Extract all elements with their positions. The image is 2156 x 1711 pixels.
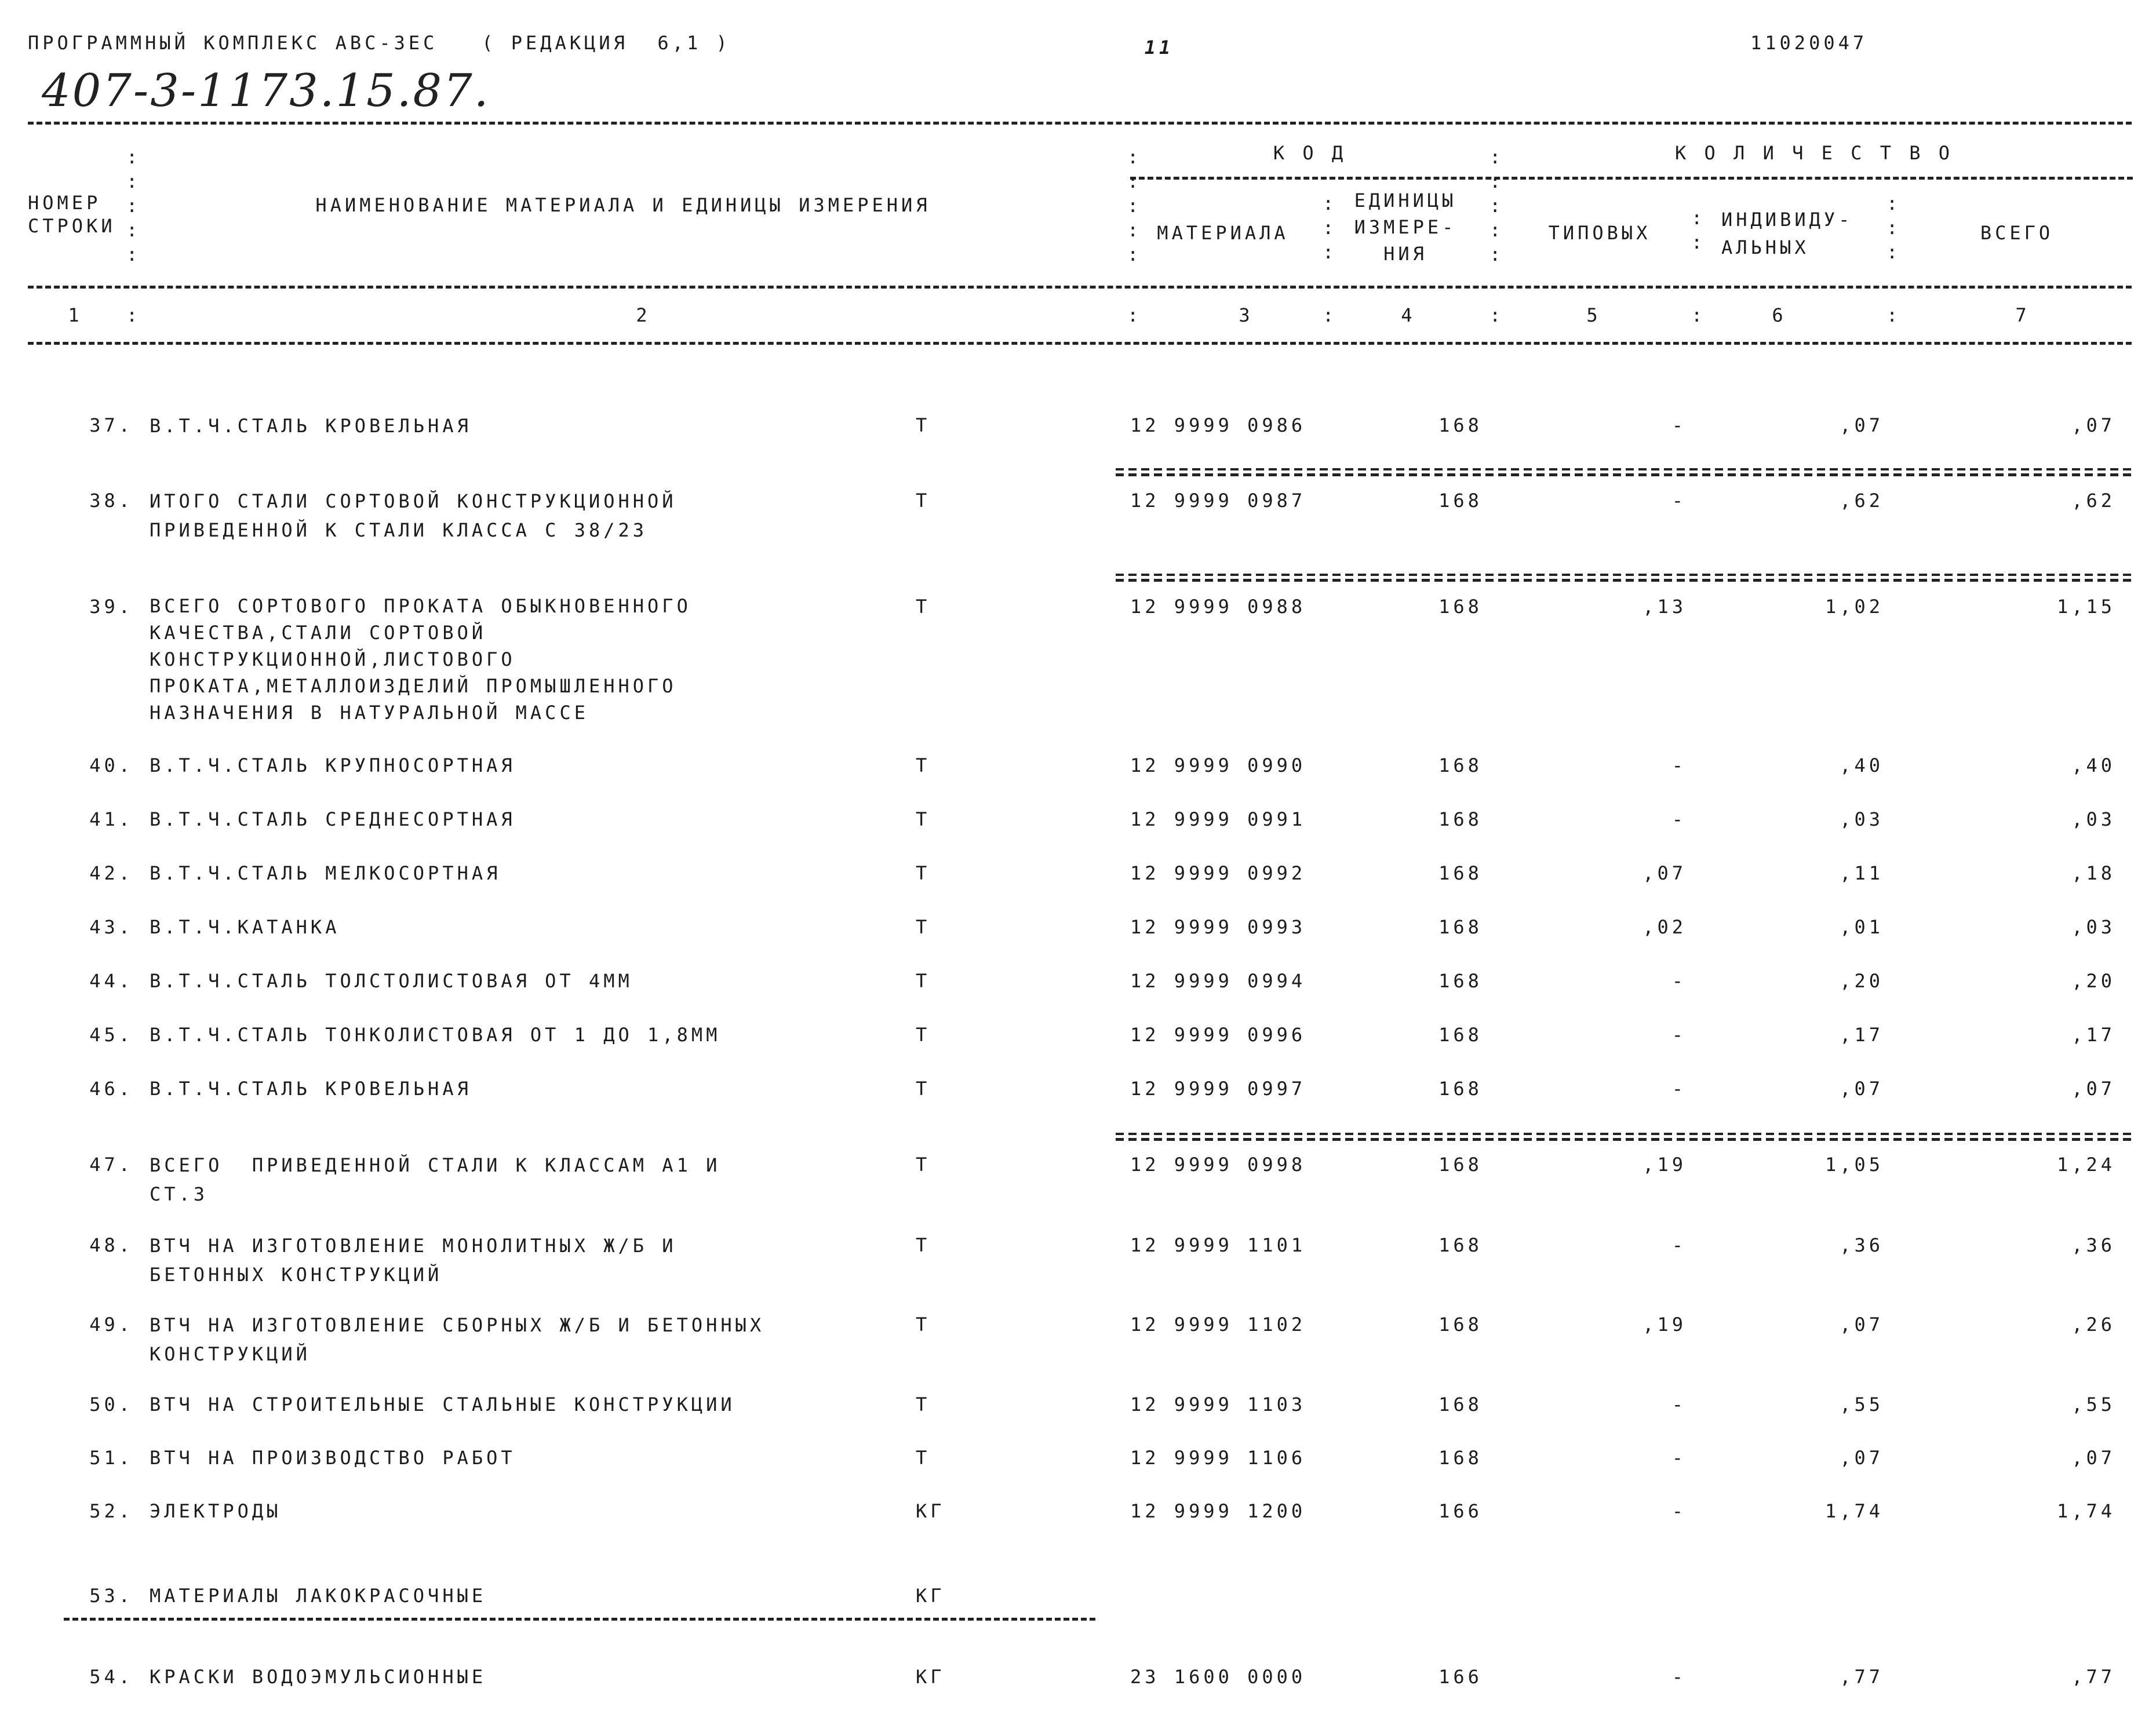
typical-qty: ,13 — [1643, 596, 1687, 618]
total-qty: ,36 — [2071, 1234, 2115, 1256]
unit: Т — [916, 1447, 931, 1469]
unit: Т — [916, 754, 931, 776]
separator-colon: : : : : : — [126, 146, 138, 265]
material-name: ЭЛЕКТРОДЫ — [150, 1500, 282, 1522]
separator-colon: : : — [1691, 207, 1703, 253]
typical-qty: ,07 — [1643, 862, 1687, 884]
unit-code: 168 — [1438, 862, 1483, 884]
unit-code: 168 — [1438, 1234, 1483, 1256]
separator-colon: : : : — [1323, 192, 1334, 263]
unit: Т — [916, 808, 931, 830]
unit-code: 168 — [1438, 754, 1483, 776]
individual-qty: 1,05 — [1824, 1154, 1884, 1176]
material-code: 12 9999 1101 — [1130, 1234, 1306, 1256]
material-code: 23 1600 0000 — [1130, 1666, 1306, 1688]
document-number: 11020047 — [1750, 32, 1868, 54]
unit: Т — [916, 862, 931, 884]
individual-qty: 1,74 — [1824, 1500, 1884, 1522]
subheader-rule — [1130, 177, 2133, 180]
typical-qty: - — [1671, 1234, 1687, 1256]
row-number: 50. — [89, 1393, 133, 1416]
separator-colon: : — [1323, 304, 1334, 326]
individual-qty: ,62 — [1840, 490, 1884, 512]
unit: Т — [916, 970, 931, 992]
typical-qty: - — [1671, 490, 1687, 512]
individual-qty: ,07 — [1840, 1314, 1884, 1336]
material-code: 12 9999 0993 — [1130, 916, 1306, 938]
material-name: В.Т.Ч.СТАЛЬ КРОВЕЛЬНАЯ — [150, 415, 472, 437]
typical-qty: - — [1671, 1500, 1687, 1522]
material-name: КРАСКИ ВОДОЭМУЛЬСИОННЫЕ — [150, 1666, 487, 1688]
total-qty: ,03 — [2071, 916, 2115, 938]
material-code: 12 9999 0986 — [1130, 414, 1306, 436]
header-mid-rule — [28, 286, 2132, 289]
row-number: 39. — [89, 596, 133, 618]
individual-qty: ,07 — [1840, 414, 1884, 436]
unit: Т — [916, 1314, 931, 1336]
row-number: 43. — [89, 916, 133, 938]
col-individual-header: ИНДИВИДУ- АЛЬНЫХ — [1721, 209, 1853, 258]
total-qty: ,20 — [2071, 970, 2115, 992]
header-top-rule — [28, 122, 2132, 125]
individual-qty: ,11 — [1840, 862, 1884, 884]
material-code: 12 9999 1106 — [1130, 1447, 1306, 1469]
individual-qty: ,77 — [1840, 1666, 1884, 1688]
separator-colon: : — [1691, 304, 1703, 326]
unit-code: 168 — [1438, 808, 1483, 830]
material-code: 12 9999 1200 — [1130, 1500, 1306, 1522]
unit: Т — [916, 1078, 931, 1100]
material-name: В.Т.Ч.КАТАНКА — [150, 916, 340, 938]
unit-code: 168 — [1438, 1154, 1483, 1176]
material-code: 12 9999 1102 — [1130, 1314, 1306, 1336]
col-row-number-header: НОМЕР СТРОКИ — [28, 192, 116, 237]
material-code: 12 9999 0997 — [1130, 1078, 1306, 1100]
col-number: 7 — [2015, 304, 2030, 326]
unit: Т — [916, 1154, 931, 1176]
individual-qty: ,36 — [1840, 1234, 1884, 1256]
row-number: 48. — [89, 1234, 133, 1256]
individual-qty: ,07 — [1840, 1078, 1884, 1100]
material-name: ВТЧ НА ИЗГОТОВЛЕНИЕ СБОРНЫХ Ж/Б И БЕТОННЫХ КОНСТРУКЦИЙ — [150, 1314, 765, 1365]
row-number: 40. — [89, 754, 133, 776]
row-number: 41. — [89, 808, 133, 830]
code-group-header: К О Д — [1273, 142, 1347, 164]
material-code: 12 9999 0992 — [1130, 862, 1306, 884]
unit: Т — [916, 1393, 931, 1416]
double-rule — [1116, 1133, 2133, 1141]
individual-qty: ,55 — [1840, 1393, 1884, 1416]
individual-qty: ,07 — [1840, 1447, 1884, 1469]
unit-code: 168 — [1438, 1078, 1483, 1100]
row-number: 52. — [89, 1500, 133, 1522]
typical-qty: - — [1671, 1447, 1687, 1469]
material-name: ВСЕГО ПРИВЕДЕННОЙ СТАЛИ К КЛАССАМ А1 И СТ.3 — [150, 1154, 721, 1205]
total-qty: ,07 — [2071, 1078, 2115, 1100]
unit-code: 168 — [1438, 490, 1483, 512]
row-number: 47. — [89, 1154, 133, 1176]
col-number: 2 — [636, 304, 651, 326]
unit-code: 168 — [1438, 1024, 1483, 1046]
material-name: В.Т.Ч.СТАЛЬ ТОЛСТОЛИСТОВАЯ ОТ 4ММ — [150, 970, 633, 992]
unit: Т — [916, 414, 931, 436]
material-code: 12 9999 0987 — [1130, 490, 1306, 512]
material-name: В.Т.Ч.СТАЛЬ МЕЛКОСОРТНАЯ — [150, 862, 501, 884]
col-number: 1 — [68, 304, 83, 326]
typical-qty: ,19 — [1643, 1314, 1687, 1336]
typical-qty: - — [1671, 414, 1687, 436]
unit: Т — [916, 596, 931, 618]
total-qty: ,40 — [2071, 754, 2115, 776]
unit: КГ — [916, 1500, 945, 1522]
row-number: 42. — [89, 862, 133, 884]
col-number: 5 — [1586, 304, 1601, 326]
total-qty: ,26 — [2071, 1314, 2115, 1336]
material-name: ВСЕГО СОРТОВОГО ПРОКАТА ОБЫКНОВЕННОГО КАЧЕСТВА,СТАЛИ СОРТОВОЙ КОНСТРУКЦИОННОЙ,ЛИСТОВОГО ПРОКАТА,МЕТАЛЛОИЗДЕЛИЙ ПРОМЫШЛЕННОГО НАЗНАЧЕНИЯ В НАТУРАЛЬНОЙ МАССЕ — [150, 595, 691, 724]
row-number: 46. — [89, 1078, 133, 1100]
col-number: 3 — [1239, 304, 1254, 326]
total-qty: ,55 — [2071, 1393, 2115, 1416]
total-qty: 1,24 — [2056, 1154, 2115, 1176]
material-code: 12 9999 0991 — [1130, 808, 1306, 830]
unit: Т — [916, 1024, 931, 1046]
unit-code: 166 — [1438, 1666, 1483, 1688]
typical-qty: - — [1671, 808, 1687, 830]
unit-code: 168 — [1438, 1314, 1483, 1336]
separator-colon: : — [1489, 304, 1501, 326]
total-qty: ,17 — [2071, 1024, 2115, 1046]
material-name: ВТЧ НА СТРОИТЕЛЬНЫЕ СТАЛЬНЫЕ КОНСТРУКЦИИ — [150, 1393, 735, 1416]
material-name: В.Т.Ч.СТАЛЬ СРЕДНЕСОРТНАЯ — [150, 808, 516, 830]
row-number: 53. — [89, 1585, 133, 1607]
individual-qty: ,40 — [1840, 754, 1884, 776]
row-number: 38. — [89, 490, 133, 512]
unit-code: 166 — [1438, 1500, 1483, 1522]
page-number: 11 — [1144, 37, 1174, 59]
section-underline — [64, 1618, 1095, 1621]
row-number: 49. — [89, 1314, 133, 1336]
material-name: ВТЧ НА ИЗГОТОВЛЕНИЕ МОНОЛИТНЫХ Ж/Б И БЕТОННЫХ КОНСТРУКЦИЙ — [150, 1235, 677, 1286]
separator-colon: : — [1886, 304, 1898, 326]
material-code: 12 9999 0994 — [1130, 970, 1306, 992]
total-qty: ,03 — [2071, 808, 2115, 830]
separator-colon: : — [126, 304, 138, 326]
separator-colon: : : : — [1886, 192, 1898, 263]
material-name: В.Т.Ч.СТАЛЬ КРУПНОСОРТНАЯ — [150, 754, 516, 776]
material-name: ИТОГО СТАЛИ СОРТОВОЙ КОНСТРУКЦИОННОЙ ПРИВЕДЕННОЙ К СТАЛИ КЛАССА С 38/23 — [150, 490, 677, 541]
material-code: 12 9999 0988 — [1130, 596, 1306, 618]
typical-qty: - — [1671, 1666, 1687, 1688]
double-rule — [1116, 468, 2133, 476]
typical-qty: - — [1671, 754, 1687, 776]
material-code: 12 9999 0998 — [1130, 1154, 1306, 1176]
col-number: 4 — [1401, 304, 1416, 326]
separator-colon: : : : : : — [1127, 146, 1139, 265]
unit-code: 168 — [1438, 596, 1483, 618]
material-code: 12 9999 0990 — [1130, 754, 1306, 776]
row-number: 44. — [89, 970, 133, 992]
total-qty: ,77 — [2071, 1666, 2115, 1688]
separator-colon: : : : : : — [1489, 146, 1501, 265]
typical-qty: ,19 — [1643, 1154, 1687, 1176]
individual-qty: 1,02 — [1824, 596, 1884, 618]
unit-code: 168 — [1438, 970, 1483, 992]
unit: Т — [916, 490, 931, 512]
unit: КГ — [916, 1585, 945, 1607]
col-typical-header: ТИПОВЫХ — [1548, 222, 1651, 244]
row-number: 51. — [89, 1447, 133, 1469]
col-material-code-header: МАТЕРИАЛА — [1157, 222, 1289, 244]
typical-qty: ,02 — [1643, 916, 1687, 938]
col-name-header: НАИМЕНОВАНИЕ МАТЕРИАЛА И ЕДИНИЦЫ ИЗМЕРЕНИЯ — [315, 194, 931, 216]
individual-qty: ,17 — [1840, 1024, 1884, 1046]
program-title: ПРОГРАММНЫЙ КОМПЛЕКС АВС-3ЕС ( РЕДАКЦИЯ 6,1 ) — [28, 32, 731, 54]
total-qty: ,18 — [2071, 862, 2115, 884]
unit: КГ — [916, 1666, 945, 1688]
individual-qty: ,01 — [1840, 916, 1884, 938]
material-name: В.Т.Ч.СТАЛЬ КРОВЕЛЬНАЯ — [150, 1078, 472, 1100]
material-code: 12 9999 1103 — [1130, 1393, 1306, 1416]
unit-code: 168 — [1438, 1393, 1483, 1416]
col-number: 6 — [1772, 304, 1787, 326]
unit: Т — [916, 1234, 931, 1256]
unit-code: 168 — [1438, 414, 1483, 436]
total-qty: ,07 — [2071, 1447, 2115, 1469]
typical-qty: - — [1671, 1078, 1687, 1100]
unit-code: 168 — [1438, 916, 1483, 938]
total-qty: 1,15 — [2056, 596, 2115, 618]
individual-qty: ,20 — [1840, 970, 1884, 992]
col-unit-code-header: ЕДИНИЦЫ ИЗМЕРЕ- НИЯ — [1354, 189, 1457, 265]
typical-qty: - — [1671, 970, 1687, 992]
typical-qty: - — [1671, 1393, 1687, 1416]
material-name: МАТЕРИАЛЫ ЛАКОКРАСОЧНЫЕ — [150, 1585, 487, 1607]
handwritten-designation: 407-3-1173.15.87. — [42, 65, 490, 117]
total-qty: 1,74 — [2056, 1500, 2115, 1522]
typical-qty: - — [1671, 1024, 1687, 1046]
col-total-header: ВСЕГО — [1980, 222, 2054, 244]
row-number: 37. — [89, 414, 133, 436]
double-rule — [1116, 574, 2133, 582]
total-qty: ,07 — [2071, 414, 2115, 436]
material-name: ВТЧ НА ПРОИЗВОДСТВО РАБОТ — [150, 1447, 516, 1469]
material-name: В.Т.Ч.СТАЛЬ ТОНКОЛИСТОВАЯ ОТ 1 ДО 1,8ММ — [150, 1024, 721, 1046]
unit: Т — [916, 916, 931, 938]
individual-qty: ,03 — [1840, 808, 1884, 830]
row-number: 54. — [89, 1666, 133, 1688]
material-code: 12 9999 0996 — [1130, 1024, 1306, 1046]
unit-code: 168 — [1438, 1447, 1483, 1469]
total-qty: ,62 — [2071, 490, 2115, 512]
header-bottom-rule — [28, 342, 2132, 345]
row-number: 45. — [89, 1024, 133, 1046]
quantity-group-header: К О Л И Ч Е С Т В О — [1674, 142, 1954, 164]
separator-colon: : — [1127, 304, 1139, 326]
